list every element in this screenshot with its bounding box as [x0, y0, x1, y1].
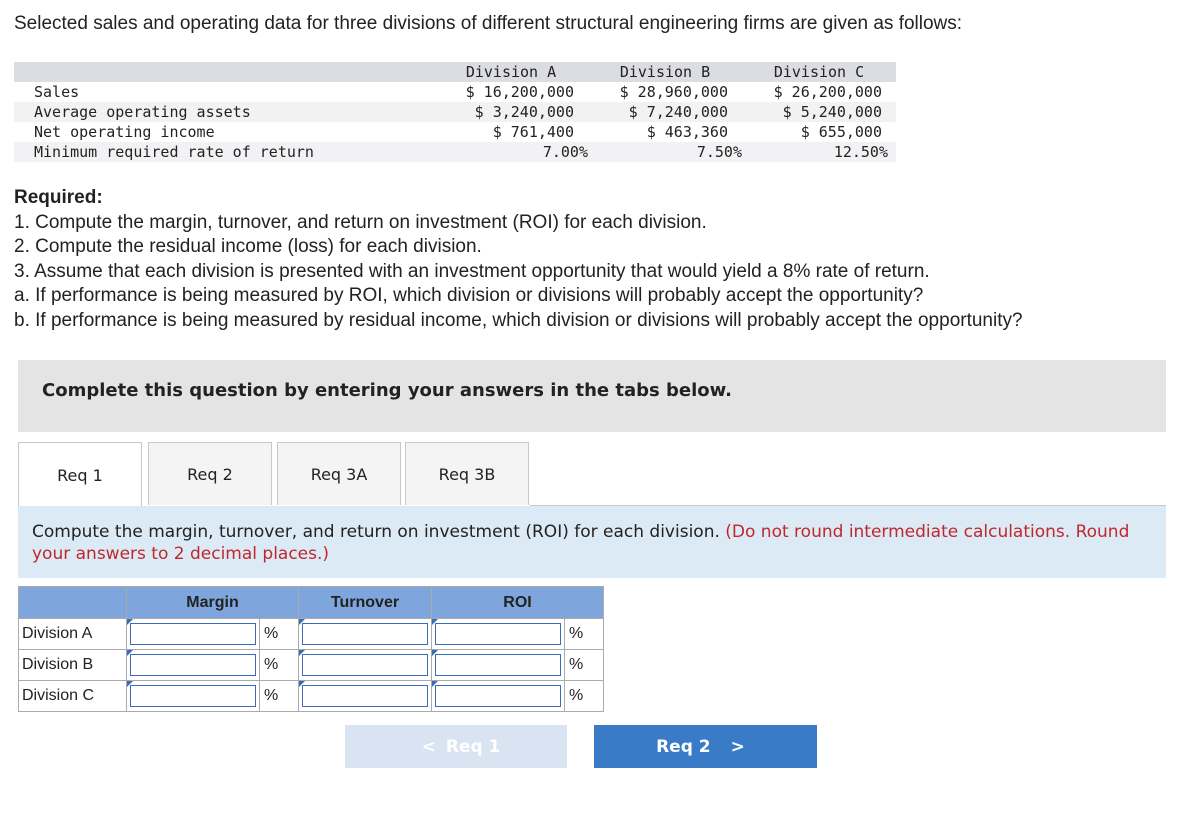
- row-label: Average operating assets: [14, 102, 434, 122]
- prev-button[interactable]: [345, 725, 567, 768]
- required-line-2: 2. Compute the residual income (loss) for each division.: [14, 236, 482, 257]
- roi-cell: [432, 650, 565, 681]
- input-flag-icon: [299, 619, 305, 625]
- margin-cell: [127, 681, 260, 712]
- answer-row-division-a: [19, 619, 604, 650]
- margin-cell: [127, 650, 260, 681]
- cell-value: $ 7,240,000: [588, 102, 742, 122]
- question-prompt: [18, 506, 1166, 578]
- input-flag-icon: [432, 681, 438, 687]
- header-roi: ROI: [432, 587, 604, 619]
- cell-value: $ 463,360: [646, 123, 728, 141]
- answer-row-division-b: [19, 650, 604, 681]
- required-line-3a: a. If performance is being measured by ROI, which division or divisions will probably accept the opportunity?: [14, 285, 924, 306]
- percent-sign: %: [260, 681, 299, 712]
- data-row-rate: [14, 142, 896, 162]
- margin-input-division-a[interactable]: [130, 623, 256, 645]
- data-row-sales: [14, 82, 896, 102]
- required-line-1: 1. Compute the margin, turnover, and return on investment (ROI) for each division.: [14, 211, 707, 233]
- data-row-assets: [14, 102, 896, 122]
- answer-header-row: [19, 587, 604, 619]
- answer-row-label: Division A: [19, 619, 127, 650]
- answer-row-label: Division B: [19, 650, 127, 681]
- tab-req-3a[interactable]: Req 3A: [277, 442, 401, 505]
- percent-sign: %: [260, 650, 299, 681]
- instruction-bar: [18, 360, 1166, 432]
- answer-header-blank: [19, 587, 127, 619]
- cell-value: $ 28,960,000: [619, 83, 728, 101]
- turnover-cell: [299, 681, 432, 712]
- row-label: Sales: [34, 83, 80, 101]
- input-flag-icon: [127, 619, 133, 625]
- turnover-input-division-a[interactable]: [302, 623, 428, 645]
- prompt-text: [32, 521, 1132, 565]
- roi-input-division-c[interactable]: [435, 685, 561, 707]
- input-flag-icon: [432, 619, 438, 625]
- cell-value: $ 16,200,000: [465, 83, 574, 101]
- chevron-right-icon: >: [730, 736, 745, 757]
- required-heading: Required:: [14, 187, 103, 208]
- data-row-income: [14, 122, 896, 142]
- header-division-a: Division A: [434, 62, 588, 82]
- prev-button-label: Req 1: [445, 736, 501, 757]
- tab-req-1[interactable]: Req 1: [18, 442, 142, 507]
- turnover-input-division-b[interactable]: [302, 654, 428, 676]
- cell-value: $ 761,400: [492, 123, 574, 141]
- data-header-blank: [14, 62, 434, 82]
- tab-req-3b[interactable]: Req 3B: [405, 442, 529, 505]
- instruction-text: Complete this question by entering your answers in the tabs below.: [42, 380, 732, 401]
- input-flag-icon: [127, 650, 133, 656]
- chevron-left-icon: <: [421, 736, 436, 757]
- turnover-input-division-c[interactable]: [302, 685, 428, 707]
- data-header-row: [14, 62, 896, 82]
- cell-value: 7.50%: [588, 142, 742, 162]
- required-line-3: 3. Assume that each division is presented with an investment opportunity that would yield a 8% rate of return.: [14, 260, 930, 282]
- margin-input-division-b[interactable]: [130, 654, 256, 676]
- required-line-3b: b. If performance is being measured by residual income, which division or divisions will probably accept the opportunity?: [14, 309, 1023, 331]
- cell-value: 7.00%: [434, 142, 588, 162]
- margin-input-division-c[interactable]: [130, 685, 256, 707]
- answer-table: [18, 586, 604, 712]
- cell-value: $ 655,000: [800, 123, 882, 141]
- tab-req-2[interactable]: Req 2: [148, 442, 272, 505]
- roi-cell: [432, 681, 565, 712]
- prompt-note: (Do not round intermediate calculations. Round your answers to 2 decimal places.): [32, 522, 1130, 564]
- row-label: Net operating income: [34, 123, 215, 141]
- roi-input-division-b[interactable]: [435, 654, 561, 676]
- cell-value: $ 26,200,000: [773, 83, 882, 101]
- input-flag-icon: [299, 681, 305, 687]
- header-division-b: Division B: [588, 62, 742, 82]
- percent-sign: %: [565, 650, 604, 681]
- turnover-cell: [299, 650, 432, 681]
- input-flag-icon: [299, 650, 305, 656]
- input-flag-icon: [127, 681, 133, 687]
- answer-row-division-c: [19, 681, 604, 712]
- cell-value: 12.50%: [742, 142, 896, 162]
- roi-cell: [432, 619, 565, 650]
- cell-value: $ 3,240,000: [434, 102, 588, 122]
- input-flag-icon: [432, 650, 438, 656]
- required-section: [14, 186, 1023, 333]
- percent-sign: %: [260, 619, 299, 650]
- turnover-cell: [299, 619, 432, 650]
- margin-cell: [127, 619, 260, 650]
- prompt-main: Compute the margin, turnover, and return on investment (ROI) for each division.: [32, 522, 726, 542]
- header-division-c: Division C: [742, 62, 896, 82]
- answer-row-label: Division C: [19, 681, 127, 712]
- intro-text: Selected sales and operating data for three divisions of different structural engineering firms are given as follows:: [14, 13, 963, 34]
- percent-sign: %: [565, 681, 604, 712]
- roi-input-division-a[interactable]: [435, 623, 561, 645]
- header-margin: Margin: [127, 587, 299, 619]
- percent-sign: %: [565, 619, 604, 650]
- row-label: Minimum required rate of return: [14, 142, 434, 162]
- next-button[interactable]: [594, 725, 817, 768]
- next-button-label: Req 2: [656, 736, 711, 757]
- header-turnover: Turnover: [299, 587, 432, 619]
- sales-data-table: [14, 62, 896, 162]
- cell-value: $ 5,240,000: [742, 102, 896, 122]
